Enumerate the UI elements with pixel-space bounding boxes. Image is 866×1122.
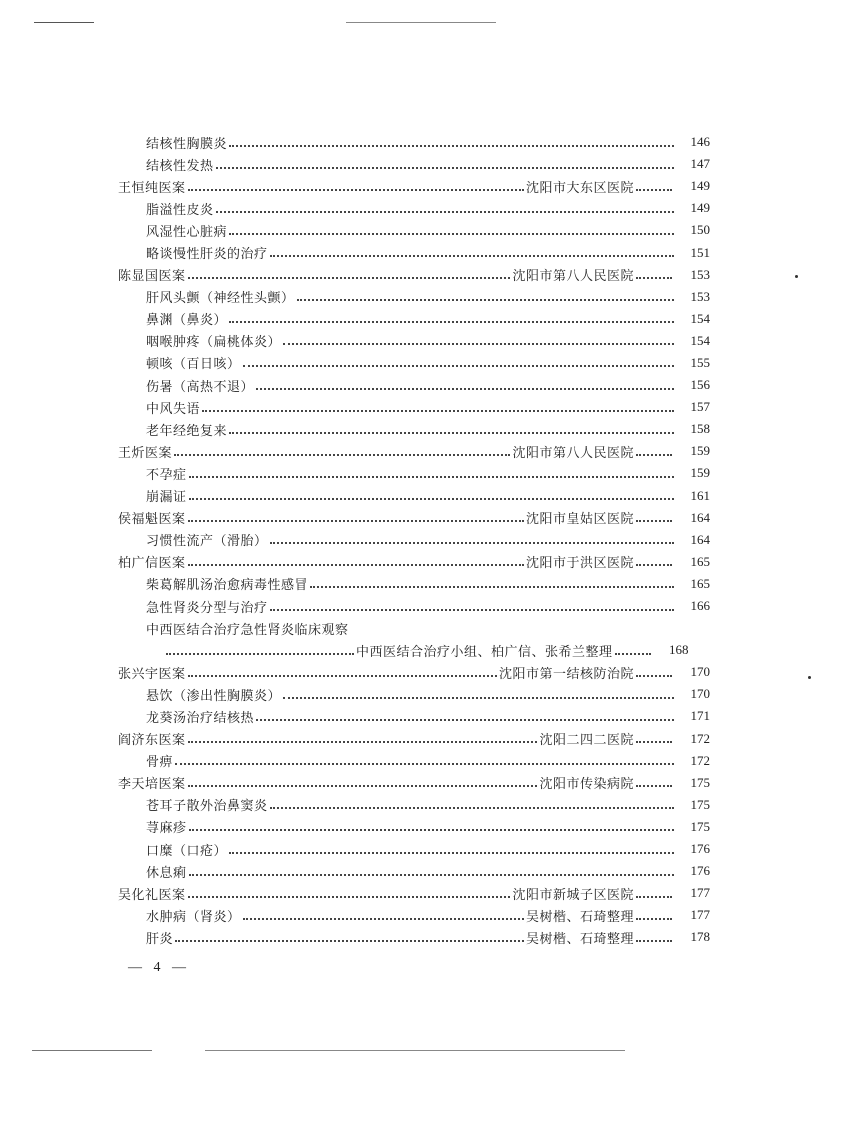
dot-leader [256,718,674,721]
dot-leader [283,342,674,345]
toc-entry-title: 水肿病（肾炎） [146,909,241,925]
toc-entry-title: 习惯性流产（滑胎） [146,534,268,550]
dot-leader [188,276,511,279]
dot-leader [310,585,674,588]
toc-page-number: 164 [690,531,710,547]
dot-leader [636,784,672,787]
toc-page-number: 164 [690,509,710,525]
toc-page-number: 159 [690,465,710,481]
toc-page-number: 176 [690,841,710,857]
toc-entry-title: 柴葛解肌汤治愈病毒性感冒 [146,578,309,594]
toc-entry-title: 咽喉肿疼（扁桃体炎） [146,335,282,351]
toc-entry-title: 口糜（口疮） [146,843,228,859]
toc-section-row [118,661,710,683]
dot-leader [175,762,674,765]
toc-section-row [118,440,710,462]
toc-entry-organization: 沈阳市于洪区医院 [525,556,634,572]
dot-leader [256,387,674,390]
toc-page-number: 157 [690,399,710,415]
toc-entry-organization: 沈阳市传染病院 [539,777,634,793]
page-number-footer: — 4 — [128,960,190,975]
toc-entry-title: 急性肾炎分型与治疗 [146,600,268,616]
toc-page-number: 154 [690,332,710,348]
toc-entry-title: 顿咳（百日咳） [146,357,241,373]
toc-page-number: 158 [690,421,710,437]
toc-entry-row [118,750,710,772]
toc-entry-row [118,860,710,882]
dot-leader [188,188,524,191]
toc-page-number: 178 [690,929,710,945]
dot-leader [216,166,674,169]
toc-entry-organization: 吴树楷、石琦整理 [525,931,634,947]
dot-leader [175,939,524,942]
toc-entry-title: 崩漏证 [146,490,187,506]
dot-leader [270,608,674,611]
toc-page-number: 146 [690,134,710,150]
toc-page-number: 175 [690,818,710,834]
dot-leader [202,409,674,412]
dot-leader [188,784,538,787]
dot-leader [615,652,651,655]
dot-leader [636,563,672,566]
toc-entry-organization: 沈阳市第八人民医院 [512,269,634,285]
toc-page-number: 175 [690,796,710,812]
toc-entry-title: 中西医结合治疗急性肾炎临床观察 [146,622,349,638]
scan-noise [34,22,94,23]
toc-entry-title: 风湿性心脏病 [146,224,228,240]
toc-page-number: 168 [669,642,689,658]
toc-entry-title: 略谈慢性肝炎的治疗 [146,247,268,263]
toc-section-row [118,772,710,794]
toc-section-row [118,264,710,286]
dot-leader [636,453,672,456]
toc-entry-organization: 中西医结合治疗小组、柏广信、张希兰整理 [356,644,613,660]
toc-entry-title: 龙葵汤治疗结核热 [146,710,255,726]
dot-leader [189,873,674,876]
toc-entry-title: 吴化礼医案 [118,887,186,903]
toc-entry-title: 荨麻疹 [146,821,187,837]
toc-entry-organization: 沈阳市新城子区医院 [512,887,634,903]
toc-page-number: 150 [690,222,710,238]
toc-entry-title: 张兴宇医案 [118,666,186,682]
toc-entry-row [118,197,710,219]
toc-page-number: 149 [690,200,710,216]
toc-entry-title: 结核性发热 [146,158,214,174]
dot-leader [270,254,674,257]
dot-leader [270,806,674,809]
toc-page-number: 176 [690,863,710,879]
toc-page-number: 153 [690,266,710,282]
toc-entry-title: 陈显国医案 [118,269,186,285]
toc-page-number: 172 [690,730,710,746]
dot-leader [229,320,674,323]
toc-entry-row [118,374,710,396]
toc-page-number: 166 [690,598,710,614]
toc-page-number: 170 [690,664,710,680]
toc-page-number: 149 [690,178,710,194]
toc-page-number: 171 [690,708,710,724]
toc-entry-row [118,529,710,551]
toc-entry-title: 王炘医案 [118,445,173,461]
toc-entry-organization: 吴树楷、石琦整理 [525,909,634,925]
dot-leader [188,519,524,522]
toc-entry-title: 老年经绝复来 [146,423,228,439]
toc-page-number: 172 [690,752,710,768]
dot-leader [636,917,672,920]
toc-section-row [118,175,710,197]
dot-leader [166,652,354,655]
toc-entry-row [118,794,710,816]
toc-page-number: 177 [690,907,710,923]
dot-leader [636,276,672,279]
toc-page-number: 170 [690,686,710,702]
toc-entry-title: 苍耳子散外治鼻窦炎 [146,799,268,815]
toc-page-number: 153 [690,288,710,304]
scan-speck [795,275,798,278]
dot-leader [229,144,674,147]
toc-entry-title: 李天培医案 [118,777,186,793]
dot-leader [636,939,672,942]
dot-leader [174,453,510,456]
toc-entry-title: 休息痢 [146,865,187,881]
dot-leader [189,475,674,478]
dot-leader [189,828,674,831]
toc-entry-row [118,418,710,440]
dot-leader [636,674,672,677]
toc-entry-row [118,485,710,507]
toc-entry-title: 结核性胸膜炎 [146,136,228,152]
toc-section-row [118,882,710,904]
toc-page-number: 177 [690,885,710,901]
toc-entry-organization: 沈阳市第一结核防治院 [498,666,634,682]
toc-section-row [118,551,710,573]
toc-entry-organization: 沈阳市皇姑区医院 [525,512,634,528]
toc-entry-row [118,352,710,374]
toc-entry-title: 伤暑（高热不退） [146,379,255,395]
toc-entry-row [118,153,710,175]
toc-page-number: 175 [690,774,710,790]
toc-entry-row [118,617,710,639]
toc-entry-row [118,926,710,948]
toc-page-number: 161 [690,487,710,503]
dot-leader [188,674,497,677]
toc-entry-title: 鼻渊（鼻炎） [146,313,228,329]
toc-entry-row [118,330,710,352]
toc-entry-organization: 沈阳二四二医院 [539,733,634,749]
dot-leader [243,917,524,920]
toc-page-number: 159 [690,443,710,459]
dot-leader [636,895,672,898]
scan-noise [32,1050,152,1051]
toc-entry-row [118,396,710,418]
toc-entry-row [118,462,710,484]
toc-entry-title: 侯福魁医案 [118,512,186,528]
dot-leader [297,298,674,301]
toc-section-row [118,728,710,750]
dot-leader [283,696,674,699]
dot-leader [243,364,674,367]
dot-leader [229,431,674,434]
toc-entry-row [118,573,710,595]
toc-entry-row [118,816,710,838]
dot-leader [636,740,672,743]
toc-entry-row [118,308,710,330]
toc-entry-row [118,904,710,926]
dot-leader [636,188,672,191]
dot-leader [189,497,674,500]
toc-entry-row [118,219,710,241]
dot-leader [216,210,674,213]
toc-entry-title: 柏广信医案 [118,556,186,572]
toc-page-number: 154 [690,310,710,326]
toc-entry-organization: 沈阳市第八人民医院 [512,445,634,461]
scan-noise [205,1050,625,1051]
toc-page-number: 165 [690,575,710,591]
toc-entry-row [118,639,710,661]
toc-entry-organization: 沈阳市大东区医院 [525,180,634,196]
scan-noise [346,22,496,23]
toc-entry-row [118,838,710,860]
dot-leader [229,851,674,854]
dot-leader [270,541,674,544]
toc-entry-row [118,131,710,153]
toc-entry-row [118,241,710,263]
table-of-contents [118,131,710,948]
toc-entry-row [118,683,710,705]
dot-leader [188,563,524,566]
dot-leader [188,740,538,743]
toc-page-number: 151 [690,244,710,260]
toc-entry-title: 不孕症 [146,467,187,483]
toc-entry-title: 悬饮（渗出性胸膜炎） [146,688,282,704]
toc-entry-title: 骨痹 [146,755,174,771]
toc-page-number: 147 [690,156,710,172]
toc-section-row [118,507,710,529]
dot-leader [636,519,672,522]
scan-speck [808,676,811,679]
toc-entry-row [118,286,710,308]
toc-entry-title: 肝风头颤（神经性头颤） [146,291,295,307]
toc-entry-title: 中风失语 [146,401,201,417]
toc-entry-title: 脂溢性皮炎 [146,202,214,218]
dot-leader [229,232,674,235]
dot-leader [188,895,511,898]
toc-entry-row [118,705,710,727]
toc-entry-row [118,595,710,617]
toc-entry-title: 王恒纯医案 [118,180,186,196]
toc-page-number: 155 [690,354,710,370]
toc-page-number: 156 [690,377,710,393]
toc-entry-title: 阎济东医案 [118,733,186,749]
toc-page-number: 165 [690,553,710,569]
toc-entry-title: 肝炎 [146,931,174,947]
